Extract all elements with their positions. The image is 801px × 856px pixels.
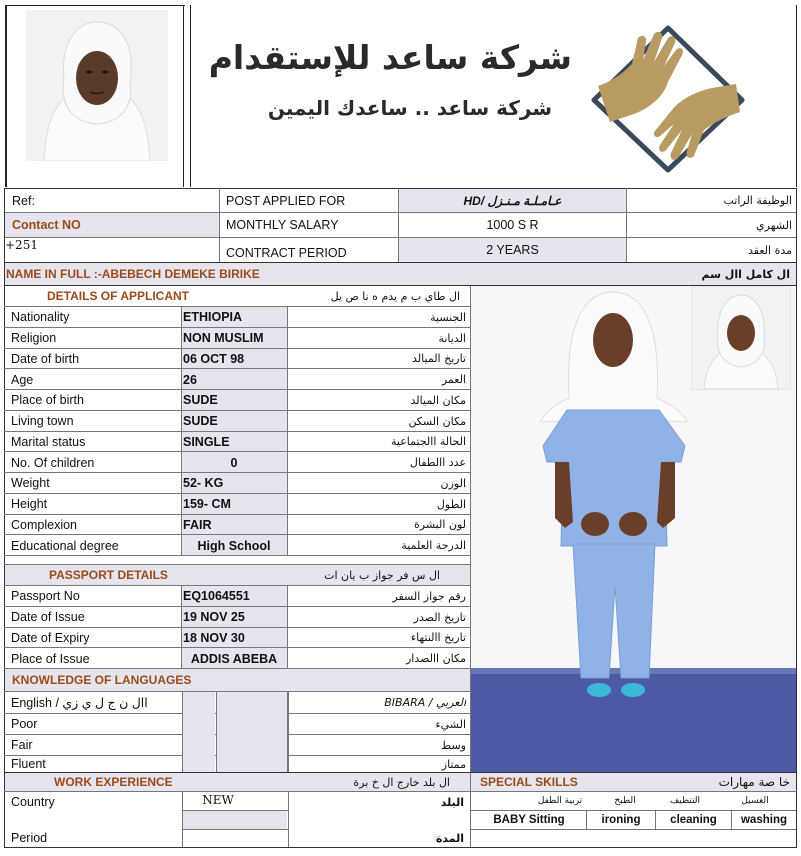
contact-label: Contact NO bbox=[12, 218, 81, 232]
full-name-ar: ال كامل اال سم bbox=[701, 267, 790, 281]
post-label-ar: الوظيفة الراتب bbox=[723, 194, 792, 207]
language-english: English / اال ن ج ل ي زي bbox=[11, 696, 148, 710]
row-label-ar: عدد االطفال bbox=[409, 456, 466, 470]
skill-ironing: ironing bbox=[601, 814, 641, 826]
full-name: NAME IN FULL :-ABEBECH DEMEKE BIRIKE bbox=[6, 267, 260, 281]
row-value: SUDE bbox=[183, 393, 218, 408]
skills-title-ar: خا صة مهارات bbox=[718, 775, 790, 789]
row-label: Date of Expiry bbox=[11, 630, 90, 645]
skill-babysitting: BABY Sitting bbox=[493, 814, 565, 826]
skill-ar-cleaning: التنظيف bbox=[669, 796, 701, 806]
skill-washing: washing bbox=[740, 814, 787, 826]
table-row bbox=[4, 390, 471, 411]
contract-label-ar: مدة العقد bbox=[748, 243, 792, 257]
row-label-ar: رقم جواز السفر bbox=[392, 589, 466, 603]
table-row bbox=[4, 494, 471, 515]
row-label-ar: الحالة االجتماعية bbox=[391, 435, 466, 449]
row-label-ar: تاريخ الصدر bbox=[413, 610, 466, 624]
work-country-label: Country bbox=[11, 795, 55, 809]
table-row bbox=[4, 369, 471, 390]
row-value: ETHIOPIA bbox=[183, 310, 243, 325]
row-label-ar: مكان الميالد bbox=[410, 393, 466, 407]
salary-label-ar: الشهري bbox=[756, 218, 792, 232]
row-label: Place of Issue bbox=[11, 651, 90, 666]
row-value: FAIR bbox=[183, 517, 212, 532]
row-label-ar: الديانة bbox=[438, 331, 466, 345]
languages-title: KNOWLEDGE OF LANGUAGES bbox=[12, 673, 192, 687]
table-row bbox=[4, 628, 471, 649]
applicant-headshot bbox=[26, 10, 168, 161]
row-label-ar: الطول bbox=[436, 497, 466, 511]
row-label: Place of birth bbox=[11, 393, 84, 408]
row-value: 18 NOV 30 bbox=[183, 630, 245, 645]
skills-title: SPECIAL SKILLS bbox=[480, 775, 578, 789]
row-label-ar: لون البشرة bbox=[414, 518, 466, 532]
skill-ar-babysitting: تربية الطفل bbox=[537, 796, 583, 806]
details-title: DETAILS OF APPLICANT bbox=[47, 289, 189, 303]
ref-label: Ref: bbox=[12, 193, 35, 208]
table-row bbox=[4, 432, 471, 453]
row-label: Date of Issue bbox=[11, 610, 85, 625]
applicant-full-body-photo bbox=[471, 286, 796, 772]
row-label: Complexion bbox=[11, 517, 78, 532]
company-slogan: شركة ساعد .. ساعدك اليمين bbox=[267, 96, 552, 120]
row-label-ar: العمر bbox=[441, 373, 466, 387]
header bbox=[0, 0, 801, 190]
language-arabic: العربي / BIBARA bbox=[384, 696, 466, 709]
row-value: 52- KG bbox=[183, 476, 224, 491]
applicant-inset-photo bbox=[691, 286, 791, 390]
skill-ar-washing: الغسيل bbox=[741, 796, 769, 806]
row-label: Religion bbox=[11, 331, 57, 346]
row-label-ar: مكان االصدار bbox=[405, 652, 466, 666]
row-label: Passport No bbox=[11, 589, 80, 604]
skill-cleaning: cleaning bbox=[670, 814, 717, 826]
row-label-ar: تاريخ الميالد bbox=[412, 352, 466, 366]
table-row bbox=[4, 515, 471, 536]
table-row bbox=[4, 349, 471, 370]
passport-title-ar: ال س فر جواز ب يان ات bbox=[324, 568, 440, 582]
row-label: Educational degree bbox=[11, 538, 119, 553]
post-label: POST APPLIED FOR bbox=[226, 193, 346, 208]
salary-value: 1000 S R bbox=[486, 218, 539, 232]
row-label: Nationality bbox=[11, 310, 70, 325]
post-value: HD/ عـامـلـة مـنـزل bbox=[463, 193, 562, 208]
skill-ar-cooking: الطبخ bbox=[614, 796, 636, 806]
row-value: NON MUSLIM bbox=[183, 331, 264, 346]
level-fluent: Fluent bbox=[11, 757, 46, 771]
row-label: Living town bbox=[11, 414, 74, 429]
passport-title: PASSPORT DETAILS bbox=[49, 568, 168, 582]
row-value: 26 bbox=[183, 372, 197, 387]
table-row bbox=[4, 473, 471, 494]
work-country-value: NEW bbox=[202, 793, 234, 807]
row-label-ar: الجنسية bbox=[430, 310, 466, 324]
row-value: 06 OCT 98 bbox=[183, 351, 245, 366]
table-row bbox=[4, 307, 471, 328]
details-title-ar: ال طاي ب م يدم ه نا ص يل bbox=[330, 289, 460, 303]
work-title: WORK EXPERIENCE bbox=[54, 775, 173, 789]
work-title-ar: ال بلد خارج ال خ برة bbox=[353, 775, 450, 789]
level-fluent-ar: ممتاز bbox=[441, 757, 466, 771]
row-value: SINGLE bbox=[183, 434, 230, 449]
level-fair-ar: وسط bbox=[441, 738, 466, 752]
row-value: EQ1064551 bbox=[183, 589, 250, 604]
table-row bbox=[4, 535, 471, 556]
contract-label: CONTRACT PERIOD bbox=[226, 245, 347, 260]
work-period-label: Period bbox=[11, 831, 48, 845]
level-poor-ar: الشيء bbox=[435, 717, 466, 731]
row-value: 0 bbox=[230, 455, 238, 470]
phone-number: +251 bbox=[5, 238, 38, 252]
company-name: شركة ساعد للإستقدام bbox=[208, 38, 572, 77]
row-value: SUDE bbox=[183, 414, 218, 429]
row-value: ADDIS ABEBA bbox=[190, 651, 278, 666]
level-fair: Fair bbox=[11, 738, 33, 752]
work-country-ar: البلد bbox=[440, 795, 464, 809]
table-row bbox=[4, 328, 471, 349]
row-value: 159- CM bbox=[183, 497, 231, 512]
table-row bbox=[4, 648, 471, 669]
row-label-ar: تاريخ االنتهاء bbox=[410, 631, 466, 645]
row-value: High School bbox=[197, 538, 271, 553]
row-label-ar: مكان السكن bbox=[408, 414, 466, 428]
work-period-ar: المدة bbox=[435, 831, 464, 845]
level-poor: Poor bbox=[11, 717, 38, 731]
row-label: Height bbox=[11, 497, 48, 512]
row-label: Age bbox=[11, 372, 34, 387]
table-row bbox=[4, 607, 471, 628]
row-label: No. Of children bbox=[11, 455, 95, 470]
table-row bbox=[4, 411, 471, 432]
salary-label: MONTHLY SALARY bbox=[226, 218, 339, 232]
table-row bbox=[4, 586, 471, 607]
row-value: 19 NOV 25 bbox=[183, 610, 245, 625]
row-label-ar: الدرجة العلمية bbox=[401, 539, 466, 553]
row-label: Weight bbox=[11, 476, 50, 491]
row-label: Marital status bbox=[11, 434, 86, 449]
row-label: Date of birth bbox=[11, 351, 80, 366]
table-row bbox=[4, 452, 471, 473]
company-logo bbox=[590, 24, 746, 174]
contract-value: 2 YEARS bbox=[486, 243, 539, 257]
row-label-ar: الوزن bbox=[440, 476, 466, 490]
